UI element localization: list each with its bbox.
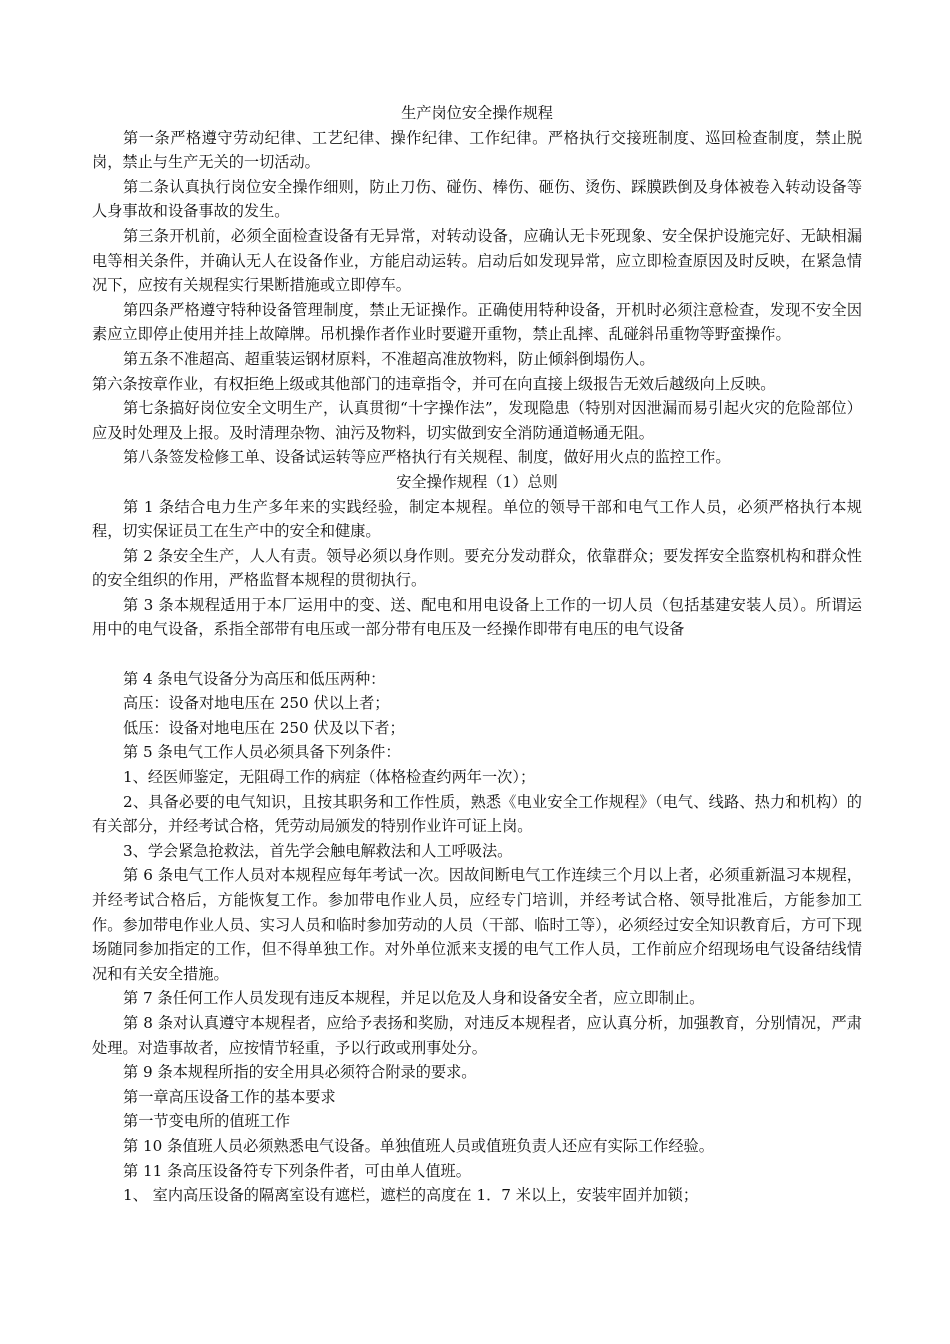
document-page [92, 101, 862, 1208]
paragraph: 第 11 条高压设备符专下列条件者，可由单人值班。 [123, 1161, 471, 1180]
paragraph: 第一条严格遵守劳动纪律、工艺纪律、操作纪律、工作纪律。严格执行交接班制度、巡回检查制度，禁止脱岗，禁止与生产无关的一切活动。 [92, 128, 862, 172]
paragraph: 第六条按章作业，有权拒绝上级或其他部门的违章指令，并可在向直接上级报告无效后越级向上反映。 [92, 374, 776, 393]
document-title: 生产岗位安全操作规程 [401, 104, 553, 122]
paragraph: 第 3 条本规程适用于本厂运用中的变、送、配电和用电设备上工作的一切人员（包括基建安装人员）。所谓运用中的电气设备，系指全部带有电压或一部分带有电压及一经操作即带有电压的电气设备 [92, 595, 862, 639]
paragraph: 第 4 条电气设备分为高压和低压两种： [123, 669, 386, 688]
paragraph: 第 9 条本规程所指的安全用具必须符合附录的要求。 [123, 1063, 477, 1082]
paragraph: 第 10 条值班人员必须熟悉电气设备。单独值班人员或值班负责人还应有实际工作经验。 [123, 1136, 714, 1155]
paragraph: 1、 室内高压设备的隔离室设有遮栏，遮栏的高度在 1．7 米以上，安装牢固并加锁； [123, 1186, 699, 1205]
paragraph: 第 2 条安全生产，人人有责。领导必须以身作则。要充分发动群众，依靠群众；要发挥安全监察机构和群众性的安全组织的作用，严格监督本规程的贯彻执行。 [92, 546, 862, 590]
blank-line [92, 642, 862, 667]
paragraph: 第 6 条电气工作人员对本规程应每年考试一次。因故间断电气工作连续三个月以上者，必须重新温习本规程，并经考试合格后，方能恢复工作。参加带电作业人员，应经专门培训，并经考试合格、领导批准后，方能参加工作。参加带电作业人员、实习人员和临时参加劳动的人员（干部、临时工等），必须经过安全知识教育后，方可下现场随同参加指定的工作，但不得单独工作。对外单位派来支援的电气工作人员，工作前应介绍现场电气设备结线情况和有关安全措施。 [92, 866, 862, 983]
paragraph: 第七条搞好岗位安全文明生产，认真贯彻“十字操作法”，发现隐患（特别对因泄漏而易引起火灾的危险部位）应及时处理及上报。及时清理杂物、油污及物料，切实做到安全消防通道畅通无阻。 [92, 399, 862, 442]
paragraph: 第 7 条任何工作人员发现有违反本规程，并足以危及人身和设备安全者，应立即制止。 [123, 989, 705, 1008]
paragraph: 高压：设备对地电压在 250 伏以上者； [123, 694, 390, 713]
section-title: 安全操作规程（1）总则 [396, 472, 558, 491]
paragraph: 1、经医师鉴定，无阻碍工作的病症（体格检查约两年一次）； [123, 768, 536, 787]
paragraph: 第 1 条结合电力生产多年来的实践经验，制定本规程。单位的领导干部和电气工作人员，必须严格执行本规程，切实保证员工在生产中的安全和健康。 [92, 497, 862, 541]
paragraph: 低压：设备对地电压在 250 伏及以下者； [123, 718, 405, 737]
paragraph: 第五条不准超高、超重装运钢材原料，不准超高准放物料，防止倾斜倒塌伤人。 [123, 349, 655, 368]
paragraph: 第 5 条电气工作人员必须具备下列条件： [123, 743, 401, 762]
paragraph: 第二条认真执行岗位安全操作细则，防止刀伤、碰伤、棒伤、砸伤、烫伤、踩膜跌倒及身体被卷入转动设备等人身事故和设备事故的发生。 [92, 177, 862, 221]
paragraph: 3、学会紧急抢救法，首先学会触电解救法和人工呼吸法。 [123, 841, 513, 860]
chapter-heading: 第一章高压设备工作的基本要求 [123, 1087, 336, 1106]
section-heading: 第一节变电所的值班工作 [123, 1112, 291, 1131]
paragraph: 第四条严格遵守特种设备管理制度，禁止无证操作。正确使用特种设备，开机时必须注意检查，发现不安全因素应立即停止使用并挂上故障牌。吊机操作者作业时要避开重物，禁止乱摔、乱碰斜吊重物等野蛮操作。 [92, 300, 862, 344]
paragraph: 第 8 条对认真遵守本规程者，应给予表扬和奖励，对违反本规程者，应认真分析，加强教育，分别情况，严肃处理。对造事故者，应按情节轻重，予以行政或刑事处分。 [92, 1013, 862, 1057]
paragraph: 第三条开机前，必须全面检查设备有无异常，对转动设备，应确认无卡死现象、安全保护设施完好、无缺相漏电等相关条件，并确认无人在设备作业，方能启动运转。启动后如发现异常，应立即检查原因及时反映，在紧急情况下，应按有关规程实行果断措施或立即停车。 [92, 226, 862, 295]
paragraph: 2、具备必要的电气知识，且按其职务和工作性质，熟悉《电业安全工作规程》（电气、线路、热力和机构）的有关部分，并经考试合格，凭劳动局颁发的特别作业许可证上岗。 [92, 792, 862, 836]
paragraph: 第八条签发检修工单、设备试运转等应严格执行有关规程、制度，做好用火点的监控工作。 [123, 448, 731, 467]
